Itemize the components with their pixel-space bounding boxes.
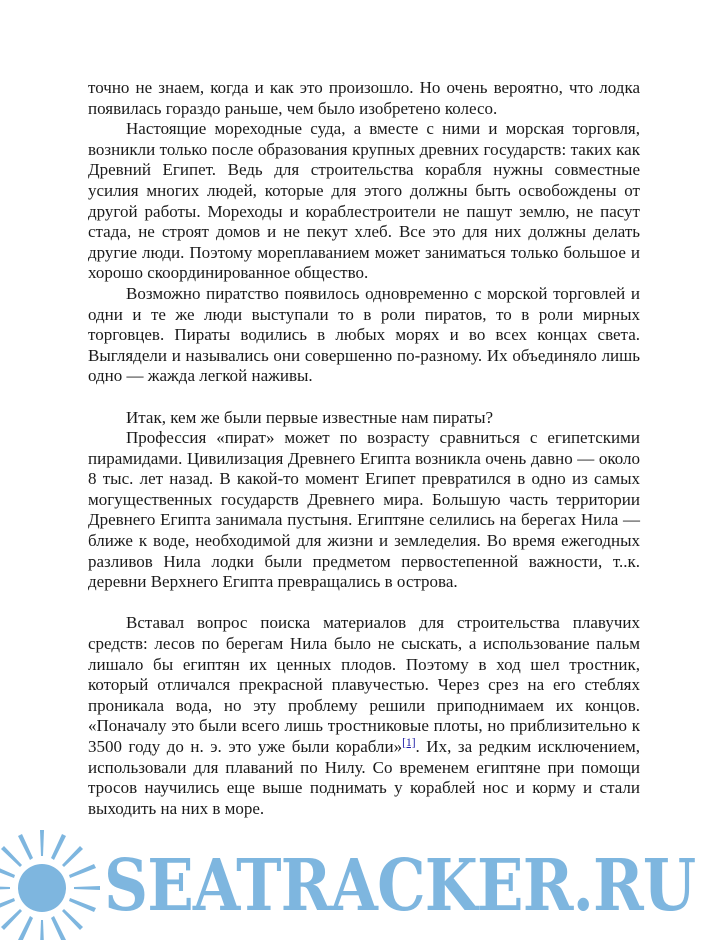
footnote-link[interactable]: [1] xyxy=(402,737,416,749)
document-body xyxy=(88,78,640,819)
paragraph-text: . Их, за редким исключением, использовали для плаваний по Нилу. Со временем египтяне при помощи тросов научились еще выше поднимать у кораблей нос и корму и стали выходить на них в море. xyxy=(88,737,641,818)
sun-icon xyxy=(0,826,108,940)
question-line: Итак, кем же были первые известные нам пираты? xyxy=(126,407,494,427)
paragraph xyxy=(88,613,640,819)
paragraph: Профессия «пират» может по возрасту сравниться с египетскими пирамидами. Цивилизация Древнего Египта возникла очень давно — около 8 тыс. лет назад. В какой-то момент Египет превратился в одно из самых могущественных государств Древнего мира. Большую часть территории Древнего Египта занимала пустыня. Египтяне селились на берегах Нила — ближе к воде, необходимой для жизни и земледелия. Во время ежегодных разливов Нила лодки были предметом первостепенной важности, т..к. деревни Верхнего Египта превращались в острова. xyxy=(88,428,640,592)
paragraph: Возможно пиратство появилось одновременно с морской торговлей и одни и те же люди выступали то в роли пиратов, то в роли мирных торговцев. Пираты водились в любых морях и во всех концах света. Выглядели и назывались они совершенно по-разному. Их объединяло лишь одно — жажда легкой наживы. xyxy=(88,283,640,386)
paragraph: Настоящие мореходные суда, а вместе с ними и морская торговля, возникли только после образования крупных древних государств: таких как Древний Египет. Ведь для строительства корабля нужны совместные усилия многих людей, которые для этого должны быть освобождены от другой работы. Мореходы и кораблестроители не пашут землю, не пасут стада, не строят домов и не пекут хлеб. Все это для них должны делать другие люди. Поэтому мореплаванием может заниматься только большое и хорошо скоординированное общество. xyxy=(88,119,640,283)
watermark xyxy=(0,826,725,940)
watermark-text: SEATRACKER.RU xyxy=(104,843,696,927)
paragraph-text: Вставал вопрос поиска материалов для строительства плавучих средств: лесов по берегам Нила было не сыскать, а использование пальм лишало бы египтян их ценных плодов. Поэтому в ход шел тростник, который отличался прекрасной плавучестью. Через срез на его стеблях проникала вода, но эту проблему решили приподнимаем их концов. «Поначалу это были всего лишь тростниковые плоты, но приблизительно к 3500 году до н. э. это уже были корабли» xyxy=(88,613,640,756)
paragraph: точно не знаем, когда и как это произошло. Но очень вероятно, что лодка появилась гораздо раньше, чем было изобретено колесо. xyxy=(88,78,640,118)
